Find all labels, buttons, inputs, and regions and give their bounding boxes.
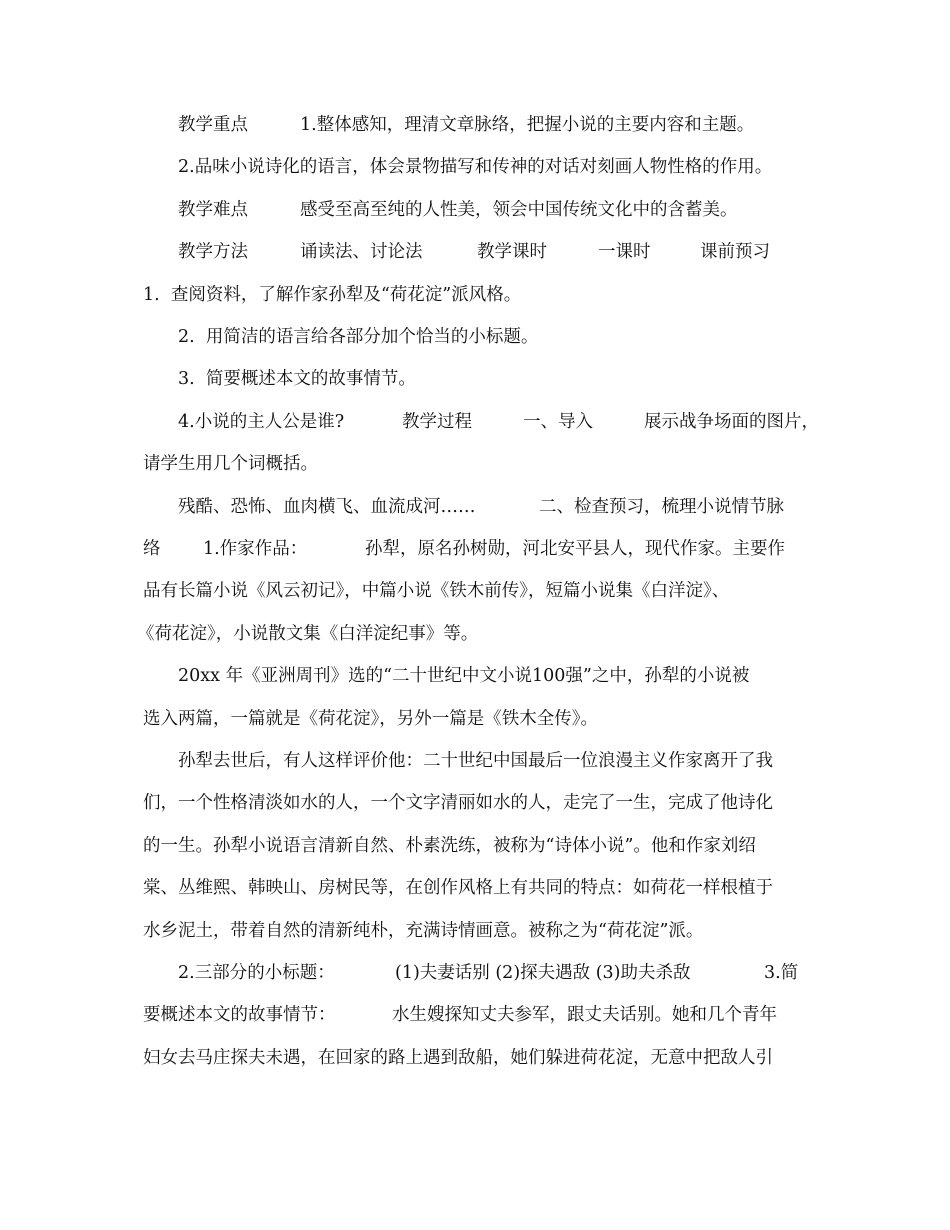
- key-points-text-1: 1.整体感知，理清文章脉络，把握小说的主要内容和主题。: [300, 115, 755, 135]
- words-text: 残酷、恐怖、血肉横飞、血流成河……: [178, 497, 476, 517]
- preview-item-1: [0, 280, 950, 310]
- asia-weekly-text: 20xx 年《亚洲周刊》选的“二十世纪中文小说100强”之中，孙犁的小说被: [178, 666, 750, 686]
- preview-item-2-text: 2. 用简洁的语言给各部分加个恰当的小标题。: [178, 327, 539, 347]
- asia-weekly-text-2: 选入两篇，一篇就是《荷花淀》，另外一篇是《铁木全传》。: [143, 709, 598, 729]
- evaluation-text-3: 的一生。孙犁小说语言清新自然、朴素洗练，被称为“诗体小说”。他和作家刘绍: [143, 836, 756, 856]
- plot-text-2: 妇女去马庄探夫未遇，在回家的路上遇到敌船，她们躲进荷花淀，无意中把敌人引: [143, 1048, 773, 1068]
- preview-item-3: [0, 364, 950, 394]
- author-works-label: 1.作家作品：: [203, 539, 308, 559]
- evaluation-line-3: [0, 831, 950, 861]
- evaluation-text-5: 水乡泥土，带着自然的清新纯朴，充满诗情画意。被称之为“荷花淀”派。: [143, 921, 704, 941]
- process-label: 教学过程: [402, 412, 472, 432]
- key-points-label: 教学重点: [178, 115, 248, 135]
- check-preview-heading-end: 络: [143, 539, 161, 559]
- preview-item-2: [0, 322, 950, 352]
- asia-weekly-line: [0, 661, 950, 691]
- evaluation-text-2: 们，一个性格清淡如水的人，一个文字清丽如水的人，走完了一生，完成了他诗化: [143, 793, 773, 813]
- intro-text-2: 请学生用几个词概括。: [143, 454, 318, 474]
- class-hours-label: 教学课时: [477, 242, 547, 262]
- preview-label: 课前预习: [700, 242, 770, 262]
- evaluation-line-1: [0, 746, 950, 776]
- plot-line-2: [0, 1043, 950, 1073]
- key-points-line-2: [0, 152, 950, 182]
- class-hours-text: 一课时: [598, 242, 651, 262]
- plot-line-1: [0, 1000, 950, 1030]
- subtitles-text: (1)夫妻话别 (2)探夫遇敌 (3)助夫杀敌: [395, 963, 691, 983]
- author-works-text: 孙犁，原名孙树勋，河北安平县人，现代作家。主要作: [365, 539, 785, 559]
- difficulty-line: [0, 195, 950, 225]
- words-line: [0, 492, 950, 522]
- plot-heading-start: 3.简: [764, 963, 799, 983]
- author-works-line: [0, 534, 950, 564]
- method-text: 诵读法、讨论法: [300, 242, 423, 262]
- intro-heading: 一、导入: [523, 412, 593, 432]
- intro-text-line-2: [0, 449, 950, 479]
- key-points-line: [0, 110, 950, 140]
- evaluation-text-4: 棠、丛维熙、韩映山、房树民等，在创作风格上有共同的特点：如荷花一样根植于: [143, 878, 773, 898]
- preview-item-4-line: [0, 407, 950, 437]
- method-line: [0, 237, 950, 267]
- evaluation-line-4: [0, 873, 950, 903]
- preview-item-1-text: 1. 查阅资料，了解作家孙犁及“荷花淀”派风格。: [143, 285, 522, 305]
- evaluation-line-5: [0, 916, 950, 946]
- subtitles-label: 2.三部分的小标题：: [178, 963, 335, 983]
- author-works-text-2: 品有长篇小说《风云初记》，中篇小说《铁木前传》，短篇小说集《白洋淀》、: [143, 581, 730, 601]
- intro-text: 展示战争场面的图片，: [644, 412, 819, 432]
- subtitles-line: [0, 958, 950, 988]
- preview-item-3-text: 3. 简要概述本文的故事情节。: [178, 369, 416, 389]
- author-works-text-3: 《荷花淀》，小说散文集《白洋淀纪事》等。: [137, 624, 479, 644]
- plot-heading-end: 要概述本文的故事情节：: [143, 1005, 336, 1025]
- asia-weekly-line-2: [0, 704, 950, 734]
- plot-text-1: 水生嫂探知丈夫参军，跟丈夫话别。她和几个青年: [392, 1005, 777, 1025]
- author-works-line-2: [0, 576, 950, 606]
- author-works-line-3: [0, 619, 950, 649]
- check-preview-heading: 二、检查预习，梳理小说情节脉: [539, 497, 784, 517]
- evaluation-text-1: 孙犁去世后，有人这样评价他：二十世纪中国最后一位浪漫主义作家离开了我: [178, 751, 773, 771]
- evaluation-line-2: [0, 788, 950, 818]
- key-points-text-2: 2.品味小说诗化的语言，体会景物描写和传神的对话对刻画人物性格的作用。: [178, 157, 773, 177]
- method-label: 教学方法: [178, 242, 248, 262]
- difficulty-label: 教学难点: [178, 200, 248, 220]
- preview-item-4-text: 4.小说的主人公是谁?: [178, 412, 345, 432]
- difficulty-text: 感受至高至纯的人性美，领会中国传统文化中的含蓄美。: [300, 200, 738, 220]
